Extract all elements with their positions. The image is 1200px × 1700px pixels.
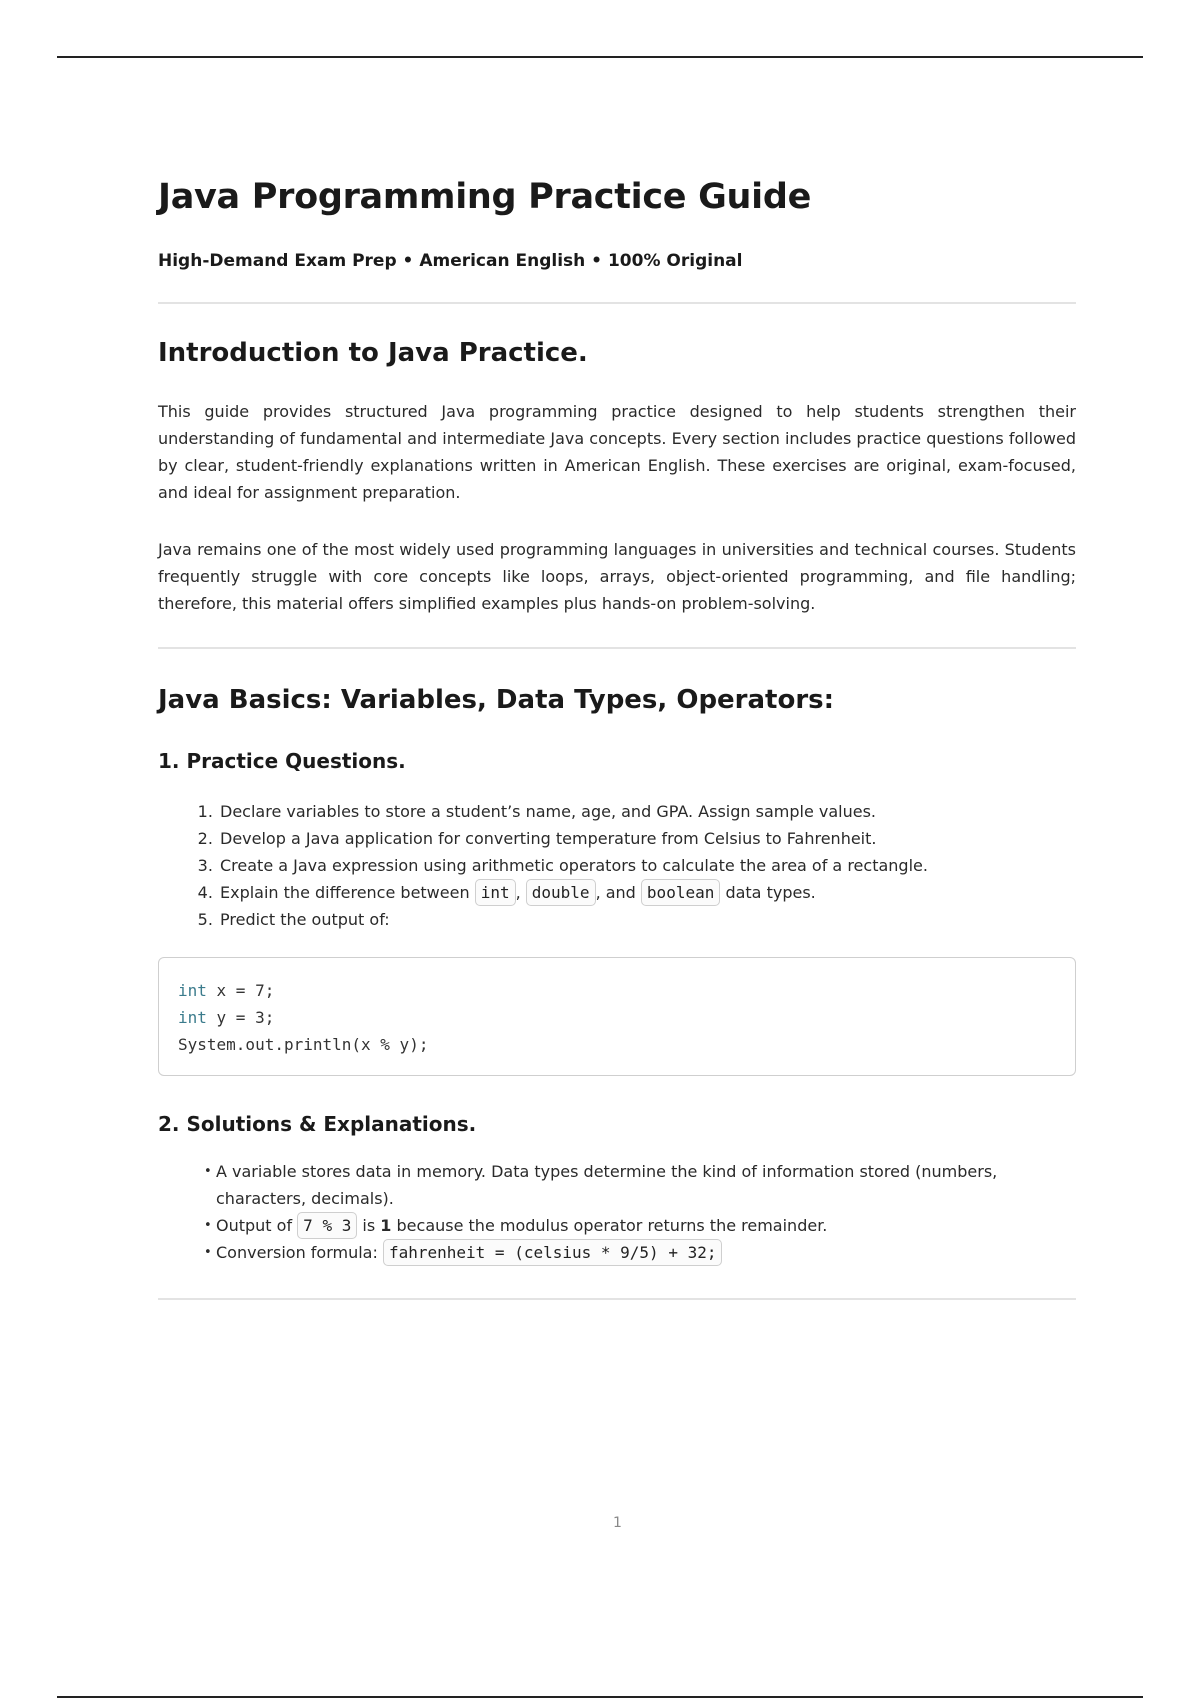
- page-subtitle: High-Demand Exam Prep • American English • 100% Original: [158, 251, 743, 271]
- inline-code-boolean: boolean: [641, 879, 720, 906]
- section-divider: [158, 1298, 1076, 1300]
- question-item: 4. Explain the difference between int , double , and boolean data types.: [218, 879, 1076, 906]
- section-divider: [158, 302, 1076, 304]
- intro-heading: Introduction to Java Practice.: [158, 338, 588, 368]
- solution-item: • A variable stores data in memory. Data types determine the kind of information stored (numbers, characters, decimals).: [206, 1158, 1076, 1212]
- inline-code-modulus: 7 % 3: [297, 1212, 357, 1239]
- question-item: 3. Create a Java expression using arithmetic operators to calculate the area of a rectangle.: [218, 852, 1076, 879]
- inline-code-int: int: [475, 879, 516, 906]
- code-block: [158, 957, 1076, 1076]
- solution-item: • Conversion formula: fahrenheit = (celsius * 9/5) + 32;: [206, 1239, 1076, 1266]
- code-line: System.out.println(x % y);: [178, 1035, 429, 1055]
- top-border-line: [57, 56, 1143, 58]
- inline-code-double: double: [526, 879, 596, 906]
- bottom-border-line: [57, 1696, 1143, 1698]
- code-line: int x = 7;: [178, 981, 275, 1001]
- intro-paragraph-1: This guide provides structured Java programming practice designed to help students strengthen their understanding of fundamental and intermediate Java concepts. Every section includes practice questions followed by clear, student-friendly explanations written in American English. These exercises are original, exam-focused, and ideal for assignment preparation.: [158, 402, 1076, 503]
- solutions-list: [158, 1158, 1076, 1266]
- question-item: 1. Declare variables to store a student’s name, age, and GPA. Assign sample values.: [218, 798, 1076, 825]
- section-divider: [158, 647, 1076, 649]
- basics-heading: Java Basics: Variables, Data Types, Operators:: [158, 685, 835, 716]
- question-item: 2. Develop a Java application for converting temperature from Celsius to Fahrenheit.: [218, 825, 1076, 852]
- document-page: [158, 170, 1076, 1300]
- solutions-heading: 2. Solutions & Explanations.: [158, 1112, 477, 1137]
- code-line: int y = 3;: [178, 1008, 275, 1028]
- inline-code-formula: fahrenheit = (celsius * 9/5) + 32;: [383, 1239, 723, 1266]
- question-item: 5. Predict the output of:: [218, 906, 1076, 933]
- solution-item: • Output of 7 % 3 is 1 because the modulus operator returns the remainder.: [206, 1212, 1076, 1239]
- page-number: 1: [613, 1515, 622, 1531]
- practice-questions-heading: 1. Practice Questions.: [158, 749, 406, 774]
- practice-questions-list: [158, 798, 1076, 933]
- intro-paragraph-2: Java remains one of the most widely used programming languages in universities and technical courses. Students frequently struggle with core concepts like loops, arrays, object-oriented programming, and file handling; therefore, this material offers simplified examples plus hands-on problem-solving.: [158, 540, 1076, 614]
- page-title: Java Programming Practice Guide: [158, 177, 812, 217]
